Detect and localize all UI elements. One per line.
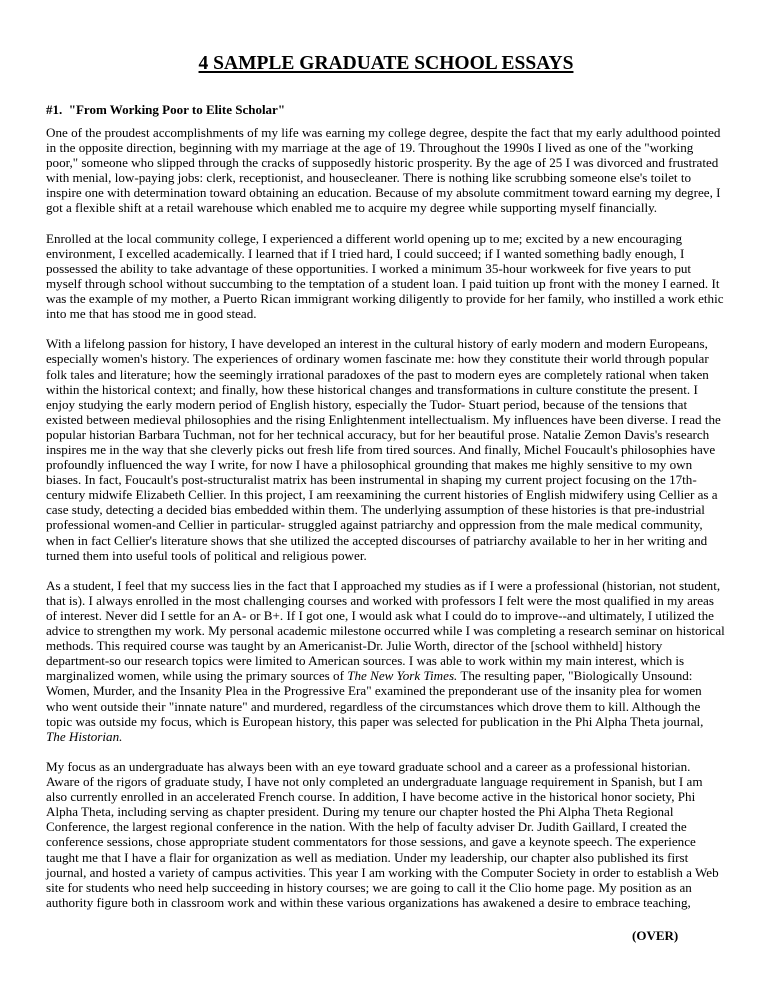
- paragraph-5: My focus as an undergraduate has always been with an eye toward graduate school and a career as a professional historian. Aware of the rigors of graduate study, I have not only completed an undergraduate language requirement in Spanish, but I am also currently enrolled in an accelerated French course. In addition, I have become active in the historical honor society, Phi Alpha Theta, including serving as chapter president. During my tenure our chapter hosted the Phi Alpha Theta Regional Conference, the largest regional conference in the nation. With the help of faculty adviser Dr. Judith Gaillard, I created the conference sessions, chose appropriate student commentators for those sessions, and gave a keynote speech. The experience taught me that I have a flair for organization as well as mediation. Under my leadership, our chapter also published its first journal, and hosted a variety of campus activities. This year I am working with the Computer Society in order to establish a Web site for students who need help succeeding in history courses; we are going to call it the Clio home page. My position as an authority figure both in classroom work and within these various organizations has awakened a desire to embrace teaching,: [46, 758, 719, 910]
- paragraph-4-text-a: As a student, I feel that my success lies in the fact that I approached my studies as if I were a professional (historian, not student, that is). I always enrolled in the most challenging courses and worked with professors I felt were the most qualified in my areas of interest. Never did I settle for an A- or B+. If I got one, I would ask what I could do to improve--and ultimately, I utilized the advice to strengthen my work. My personal academic milestone occurred while I was completing a research seminar on historical methods. This required course was taught by an Americanist-Dr. Julie Worth, director of the [school withheld] history department-so our research topics were limited to American sources. I was able to work within my main interest, which is marginalized women, while using the primary sources of: [46, 577, 725, 684]
- essay-1: [46, 102, 726, 925]
- document-title: 4 SAMPLE GRADUATE SCHOOL ESSAYS: [198, 53, 574, 74]
- paragraph-4-text-b: The resulting paper, "Biologically Unsound: Women, Murder, and the Insanity Plea in the Progressive Era" examined the preponderant use of the insanity plea for women who went outside their "innate nature" and murdered, regardless of the circumstances which drove them to kill. Although the topic was outside my focus, which is European history, this paper was selected for publication in the Phi Alpha Theta journal,: [46, 668, 704, 729]
- over-page-note: (OVER): [632, 928, 679, 943]
- essay-heading: [46, 102, 726, 118]
- paragraph-2: Enrolled at the local community college, I experienced a different world opening up to me; excited by a new encouraging environment, I excelled academically. I learned that if I tried hard, I could succeed; if I wanted something badly enough, I possessed the ability to take advantage of these opportunities. I worked a minimum 35-hour workweek for five years to put myself through school without succumbing to the temptation of a student loan. I paid tuition up front with the money I earned. It was the example of my mother, a Puerto Rican immigrant working diligently to provide for her family, who instilled a work ethic into me that has stood me in good stead.: [46, 230, 724, 322]
- paragraph-3: With a lifelong passion for history, I have developed an interest in the cultural history of early modern and modern Europeans, especially women's history. The experiences of ordinary women fascinate me: how they constitute their world through popular folk tales and literature; how the seemingly irrational paradoxes of the past to modern eyes are completely rational when taken within the historical context; and finally, how these historical changes and transformations in culture constitute the present. I enjoy studying the early modern period of English history, especially the Tudor- Stuart period, because of the tensions that existed between medieval philosophies and the rising Enlightenment intellectualism. My influences have been diverse. I read the popular historian Barbara Tuchman, not for her technical accuracy, but for her beautiful prose. Natalie Zemon Davis's research inspires me in the way that she cleverly picks out fresh life from tired sources. And finally, Michel Foucault's philosophies have profoundly influenced the way I write, for now I have a philosophical grounding that makes me highly sensitive to my own biases. In fact, Foucault's post-structuralist matrix has been instrumental in shaping my current project focusing on the 17th-century midwife Elizabeth Cellier. In this project, I am reexamining the current histories of English midwifery using Cellier as a case study, detecting a decided bias embedded within them. The underlying assumption of these histories is that pre-industrial professional women-and Cellier in particular- struggled against patriarchy and oppression from the male medical community, when in fact Cellier's literature shows that she utilized the accepted discourses of patriarchy available to her in her writing and turned them into useful tools of political and religious power.: [46, 336, 721, 563]
- journal-title-italic: The Historian.: [46, 728, 123, 744]
- essay-title: "From Working Poor to Elite Scholar": [68, 102, 286, 117]
- paragraph-4: [46, 578, 726, 744]
- newspaper-title-italic: The New York Times.: [347, 668, 458, 684]
- paragraph-1: One of the proudest accomplishments of my life was earning my college degree, despite the fact that my early adulthood pointed in the opposite direction, beginning with my marriage at the age of 19. Throughout the 1990s I lived as one of the "working poor," someone who slipped through the cracks of supposedly historic prosperity. By the age of 25 I was divorced and frustrated with menial, low-paying jobs: clerk, receptionist, and housecleaner. There is nothing like scrubbing someone else's toilet to inspire one with determination toward obtaining an education. Because of my absolute commitment toward earning my degree, I got a flexible shift at a retail warehouse which enabled me to acquire my degree while supporting myself financially.: [46, 125, 721, 216]
- essay-number: #1.: [46, 102, 63, 117]
